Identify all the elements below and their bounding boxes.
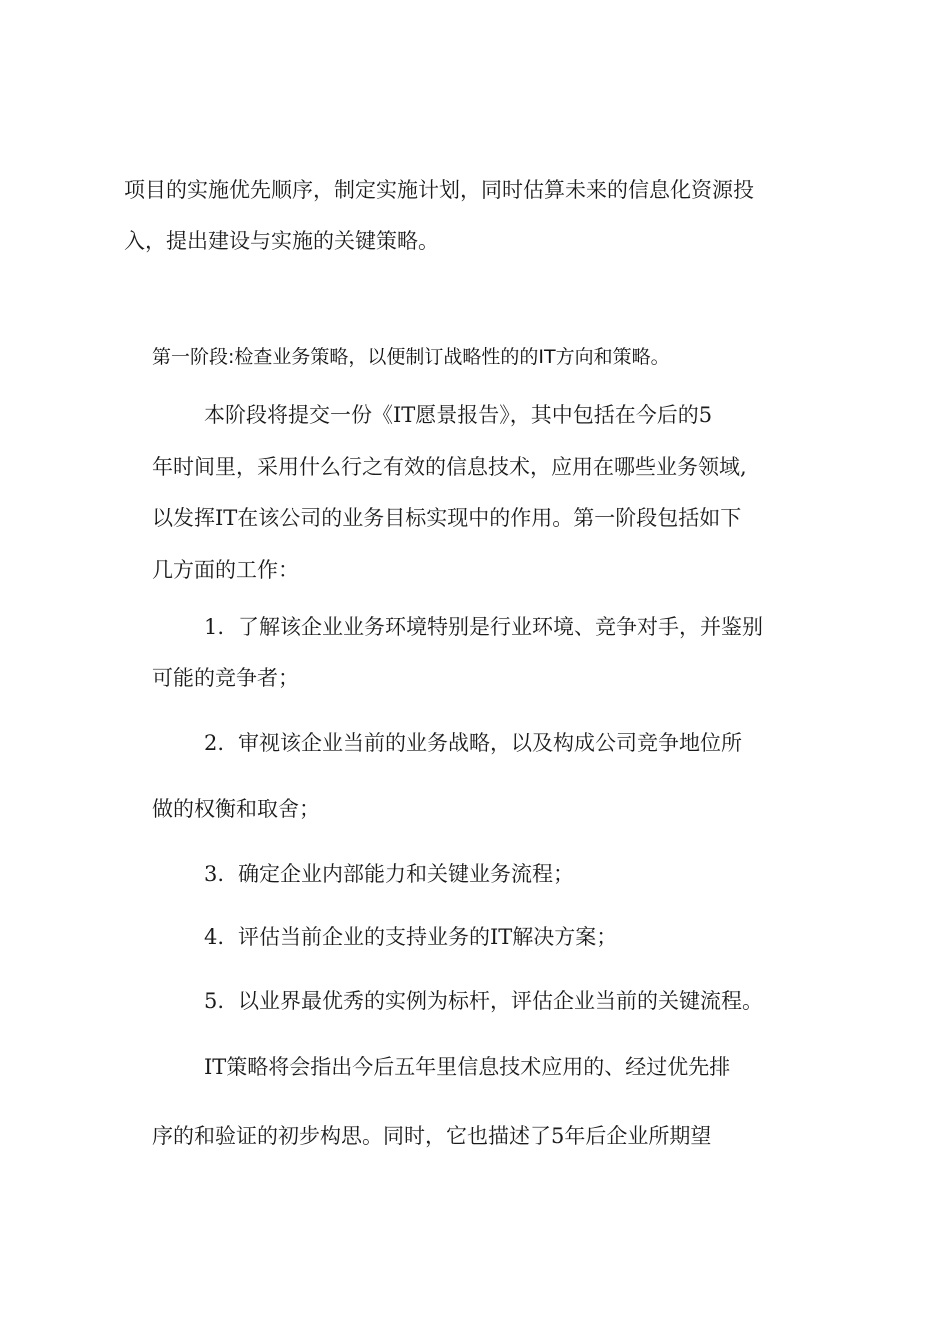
list-item-text: 审视该企业当前的业务战略，以及构成公司竞争地位所 bbox=[238, 731, 742, 755]
paragraph-2-line-2: 序的和验证的初步构思。同时，它也描述了5年后企业所期望 bbox=[152, 1124, 712, 1148]
list-item-number: 1. bbox=[204, 615, 225, 639]
list-item-number: 2. bbox=[204, 731, 225, 755]
list-item-text: 评估当前企业的支持业务的IT解决方案； bbox=[238, 925, 618, 949]
list-item-number: 3. bbox=[204, 862, 225, 886]
list-item-4 bbox=[204, 923, 617, 951]
paragraph-1-line-2: 年时间里，采用什么行之有效的信息技术，应用在哪些业务领域, bbox=[152, 455, 747, 479]
list-item-text: 以业界最优秀的实例为标杆，评估企业当前的关键流程。 bbox=[238, 989, 763, 1013]
list-item-2-continuation: 做的权衡和取舍； bbox=[152, 797, 320, 821]
list-item-5 bbox=[204, 987, 763, 1015]
list-item-1-continuation: 可能的竞争者； bbox=[152, 666, 299, 690]
section-heading: 第一阶段:检查业务策略，以便制订战略性的的IT方向和策略。 bbox=[152, 346, 670, 368]
paragraph-1-line-4: 几方面的工作： bbox=[152, 558, 299, 582]
list-item-number: 5. bbox=[204, 989, 225, 1013]
list-item-2 bbox=[204, 729, 742, 757]
list-item-number: 4. bbox=[204, 925, 225, 949]
intro-line-2: 入，提出建设与实施的关键策略。 bbox=[124, 229, 439, 253]
paragraph-1-line-3: 以发挥IT在该公司的业务目标实现中的作用。第一阶段包括如下 bbox=[152, 506, 742, 530]
list-item-text: 确定企业内部能力和关键业务流程； bbox=[238, 862, 574, 886]
list-item-1 bbox=[204, 613, 763, 641]
list-item-3 bbox=[204, 860, 574, 888]
paragraph-2-line-1: IT策略将会指出今后五年里信息技术应用的、经过优先排 bbox=[204, 1055, 731, 1079]
paragraph-1-line-1: 本阶段将提交一份《IT愿景报告》，其中包括在今后的5 bbox=[204, 403, 713, 427]
intro-line-1: 项目的实施优先顺序，制定实施计划，同时估算未来的信息化资源投 bbox=[124, 178, 754, 202]
list-item-text: 了解该企业业务环境特别是行业环境、竞争对手，并鉴别 bbox=[238, 615, 763, 639]
